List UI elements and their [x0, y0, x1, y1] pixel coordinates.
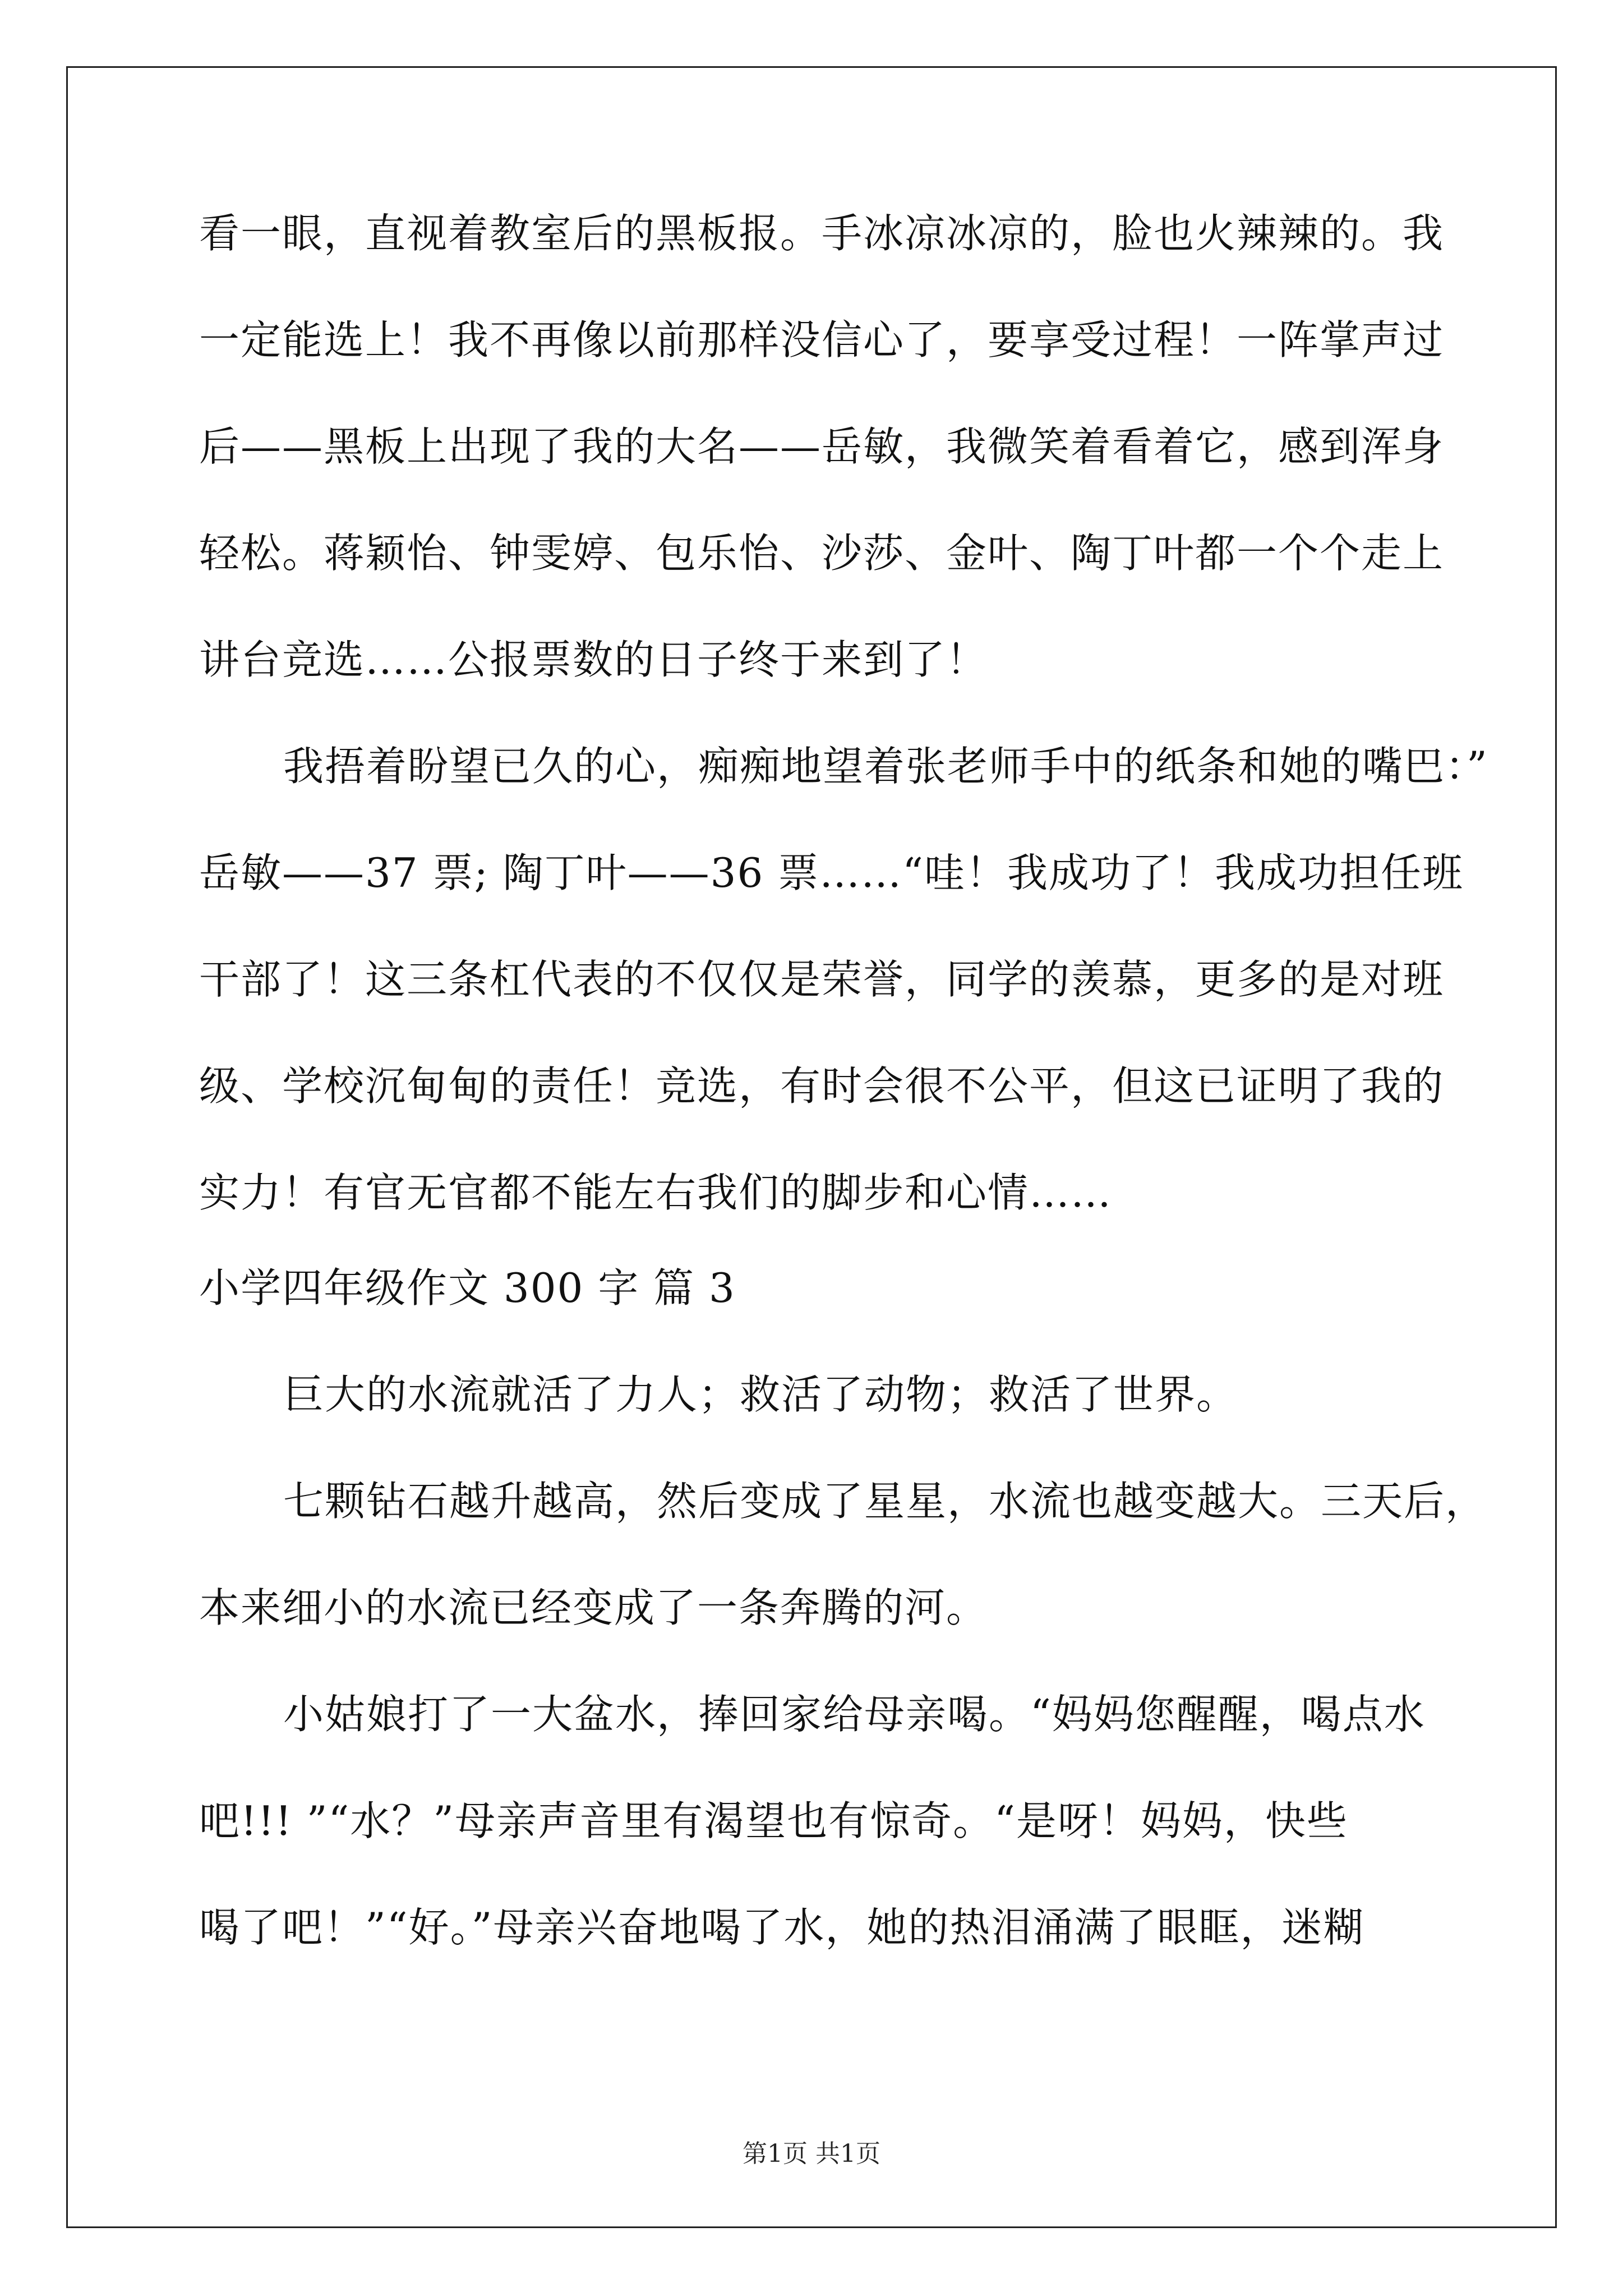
text-line: 实力！有官无官都不能左右我们的脚步和心情…… [199, 1169, 1113, 1216]
paragraph-first-line: 七颗钻石越升越高，然后变成了星星，水流也越变越大。三天后， [283, 1478, 1487, 1525]
text-line: 轻松。蒋颖怡、钟雯婷、包乐怡、沙莎、金叶、陶丁叶都一个个走上 [199, 530, 1445, 577]
text-line: 一定能选上！我不再像以前那样没信心了，要享受过程！一阵掌声过 [199, 316, 1445, 364]
text-line: 干部了！这三条杠代表的不仅仅是荣誉，同学的羡慕，更多的是对班 [199, 956, 1445, 1003]
paragraph-first-line: 巨大的水流就活了力人；救活了动物；救活了世界。 [283, 1371, 1238, 1418]
text-line: 后——黑板上出现了我的大名——岳敏，我微笑着看着它，感到浑身 [199, 423, 1445, 470]
text-line: 看一眼，直视着教室后的黑板报。手冰凉冰凉的，脸也火辣辣的。我 [199, 210, 1445, 257]
text-line: 本来细小的水流已经变成了一条奔腾的河。 [199, 1584, 988, 1631]
page-footer: 第1页 共1页 [743, 2139, 880, 2168]
text-line: 吧!!! ”“水？”母亲声音里有渴望也有惊奇。“是呀！妈妈，快些 [199, 1797, 1348, 1844]
paragraph-first-line: 我捂着盼望已久的心，痴痴地望着张老师手中的纸条和她的嘴巴：” [283, 743, 1488, 790]
text-line: 级、学校沉甸甸的责任！竞选，有时会很不公平，但这已证明了我的 [199, 1062, 1445, 1110]
section-heading: 小学四年级作文 300 字 篇 3 [199, 1264, 736, 1312]
text-line: 讲台竞选……公报票数的日子终于来到了！ [199, 636, 988, 683]
paragraph-first-line: 小姑娘打了一大盆水，捧回家给母亲喝。“妈妈您醒醒，喝点水 [283, 1691, 1426, 1738]
text-line: 喝了吧！”“好。”母亲兴奋地喝了水，她的热泪涌满了眼眶，迷糊 [199, 1904, 1365, 1951]
text-line: 岳敏——37 票; 陶丁叶——36 票……“哇！我成功了！我成功担任班 [199, 849, 1464, 896]
